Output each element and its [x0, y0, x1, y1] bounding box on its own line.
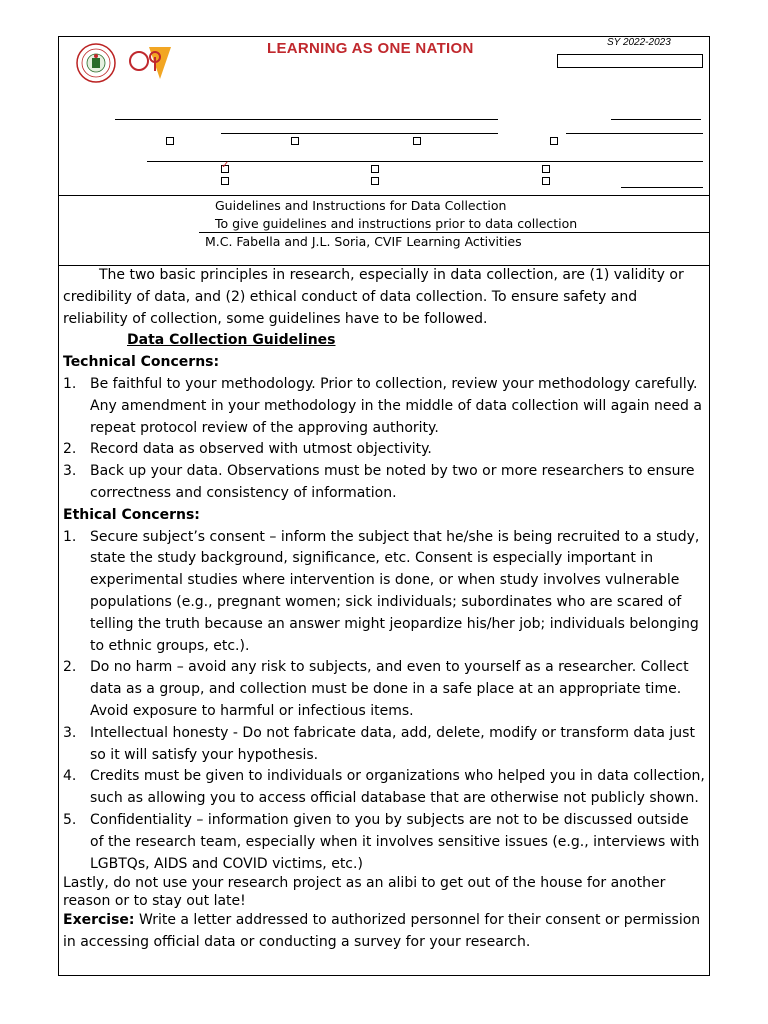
list-item [63, 461, 705, 505]
technical-heading: Technical Concerns: [63, 354, 220, 371]
list-text: Do no harm – avoid any risk to subjects, and even to yourself as a researcher. Collect data as a group, and collection must be done in a safe place at an appropriate time. Avoid exposure to harmful or infectious items. [90, 659, 689, 719]
school-year: SY 2022-2023 [607, 37, 671, 48]
deped-logo [125, 43, 171, 83]
checkbox[interactable] [413, 137, 421, 145]
checkbox[interactable] [550, 137, 558, 145]
ethical-heading: Ethical Concerns: [63, 506, 200, 523]
exercise-paragraph [63, 910, 705, 954]
page-title: LEARNING AS ONE NATION [267, 40, 474, 57]
list-item [63, 527, 705, 658]
list-item [63, 723, 705, 767]
list-number: 1. [63, 375, 77, 392]
checkbox-checked[interactable] [221, 165, 229, 173]
section-line[interactable] [221, 133, 498, 134]
intro-paragraph: The two basic principles in research, especially in data collection, are (1) validity or credibility of data, and (2) ethical conduct of data collection. To ensure safety and reliability of collection, some guidelines have to be followed. [63, 267, 684, 327]
school-seal-logo [76, 43, 116, 83]
checkbox[interactable] [221, 177, 229, 185]
checkbox[interactable] [371, 165, 379, 173]
list-item [63, 374, 705, 439]
list-text: Be faithful to your methodology. Prior to collection, review your methodology carefully. Any amendment in your methodology in the middle of data collection will again need a repeat protocol review of the approving authority. [90, 375, 702, 436]
checkbox[interactable] [371, 177, 379, 185]
closing-paragraph: Lastly, do not use your research project as an alibi to get out of the house for another reason or to stay out late! [63, 875, 666, 909]
list-number: 2. [63, 659, 77, 676]
list-text: Intellectual honesty - Do not fabricate data, add, delete, modify or transform data just so it will satisfy your hypothesis. [90, 724, 695, 763]
checkbox[interactable] [291, 137, 299, 145]
list-text: Record data as observed with utmost objectivity. [90, 441, 432, 458]
technical-list [63, 374, 705, 505]
teacher-line[interactable] [147, 161, 703, 162]
exercise-text: Write a letter addressed to authorized personnel for their consent or permission in accessing official data or conducting a survey for your research. [63, 912, 701, 951]
content-body [63, 265, 705, 954]
checkbox[interactable] [542, 177, 550, 185]
activity-objective: To give guidelines and instructions prior to data collection [215, 216, 578, 231]
activity-title: Guidelines and Instructions for Data Collection [215, 198, 507, 213]
divider [199, 232, 709, 233]
worksheet-page [58, 36, 710, 976]
section-heading: Data Collection Guidelines [127, 332, 336, 349]
list-number: 3. [63, 724, 77, 741]
list-text: Back up your data. Observations must be noted by two or more researchers to ensure correctness and consistency of information. [90, 463, 695, 501]
name-line[interactable] [115, 119, 498, 120]
list-text: Credits must be given to individuals or organizations who helped you in data collection, such as allowing you to access official database that are otherwise not publicly shown. [90, 768, 705, 807]
list-number: 5. [63, 811, 77, 828]
grade-line[interactable] [566, 133, 703, 134]
list-text: Secure subject’s consent – inform the subject that he/she is being recruited to a study, state the study background, significance, etc. Consent is especially important in experimental studies where intervention is done, or when study involves vulnerable populations (e.g., pregnant women; sick individuals; subordinates who are scared of telling the truth because an answer might jeopardize his/her job; individuals belonging to ethnic groups, etc.). [90, 528, 700, 654]
list-item [63, 810, 705, 875]
list-number: 2. [63, 441, 77, 458]
score-line[interactable] [621, 187, 703, 188]
list-item [63, 766, 705, 810]
checkbox[interactable] [542, 165, 550, 173]
list-item [63, 439, 705, 461]
activity-source: M.C. Fabella and J.L. Soria, CVIF Learning Activities [205, 234, 522, 249]
list-text: Confidentiality – information given to you by subjects are not to be discussed outside of the research team, especially when it involves sensitive issues (e.g., interviews with LGBTQs, AIDS and COVID victims, etc.) [90, 811, 700, 872]
divider [59, 195, 709, 196]
checkbox[interactable] [166, 137, 174, 145]
school-year-field[interactable] [557, 54, 703, 68]
list-number: 4. [63, 768, 77, 785]
list-number: 3. [63, 463, 77, 480]
date-line[interactable] [611, 119, 701, 120]
ethical-list [63, 527, 705, 876]
exercise-label: Exercise: [63, 912, 135, 929]
list-number: 1. [63, 528, 77, 545]
list-item [63, 657, 705, 722]
